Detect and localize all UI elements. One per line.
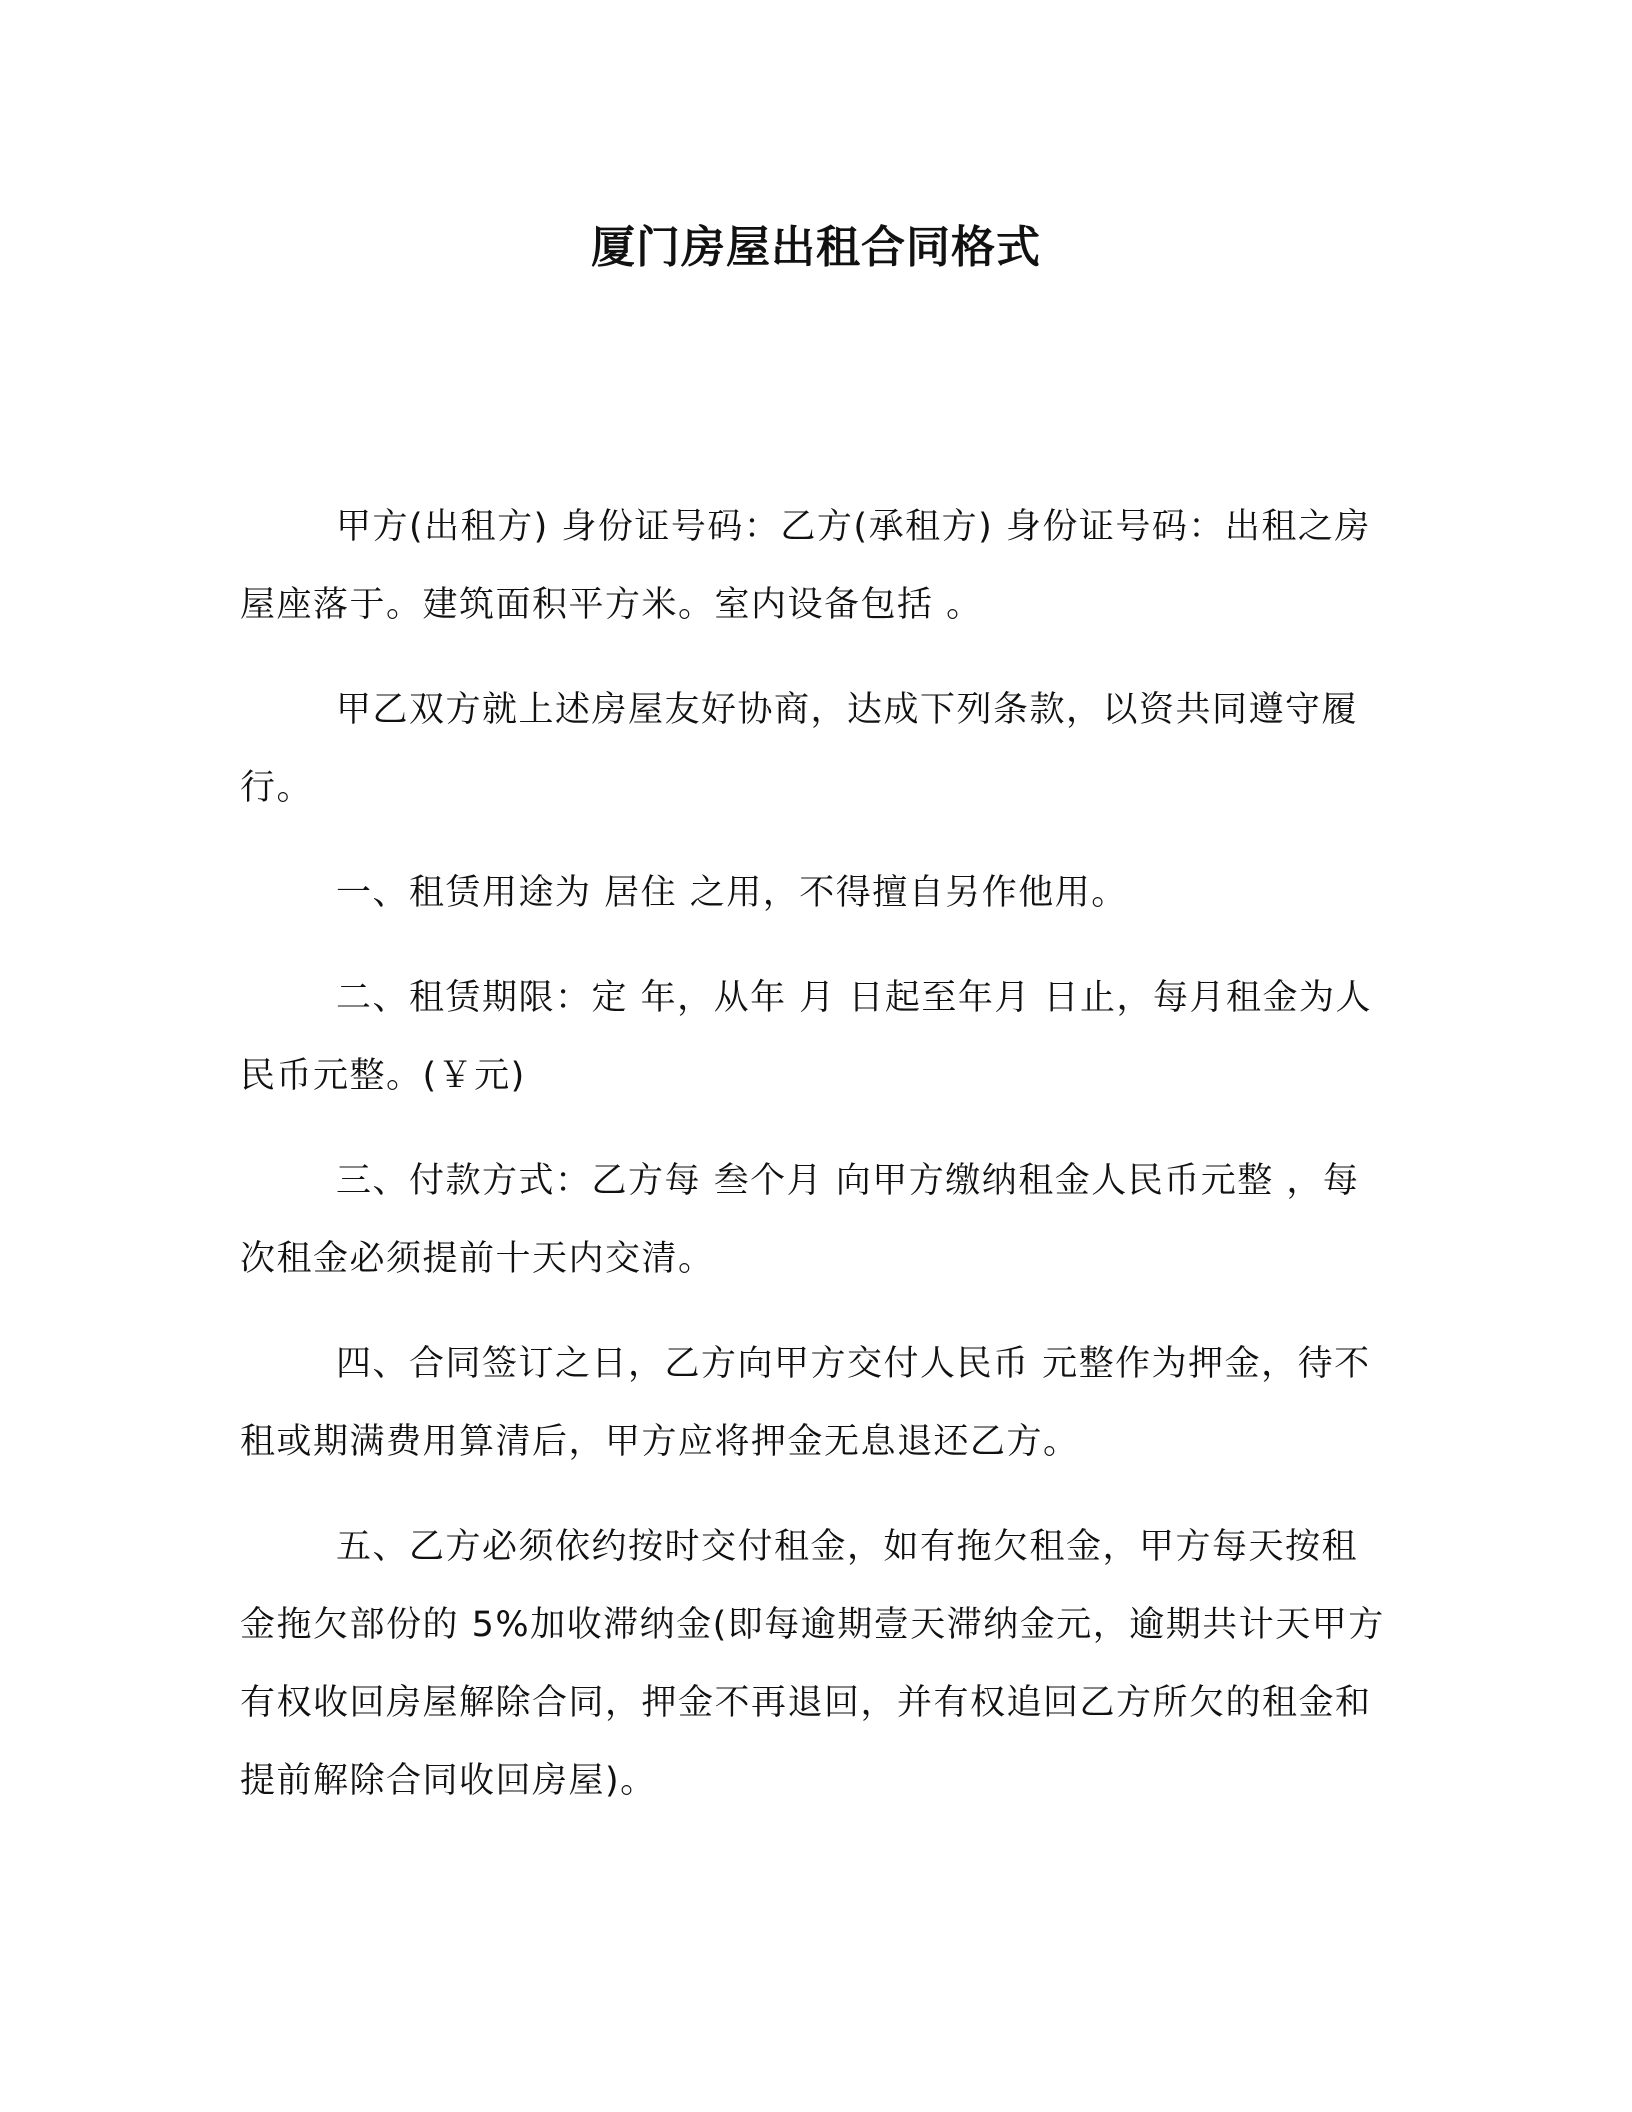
paragraph-agreement: 甲乙双方就上述房屋友好协商，达成下列条款，以资共同遵守履行。 (240, 690, 1359, 808)
clause-1-usage: 一、租赁用途为 居住 之用，不得擅自另作他用。 (336, 873, 1128, 913)
document-body (240, 488, 1385, 1847)
clause-2-term: 二、租赁期限：定 年，从年 月 日起至年月 日止，每月租金为人民币元整。(￥元) (240, 978, 1373, 1096)
paragraph-parties: 甲方(出租方) 身份证号码：乙方(承租方) 身份证号码：出租之房屋座落于。建筑面积平方米。室内设备包括 。 (240, 507, 1371, 625)
clause-4-deposit: 四、合同签订之日，乙方向甲方交付人民币 元整作为押金，待不租或期满费用算清后，甲方应将押金无息退还乙方。 (240, 1344, 1371, 1462)
document-title: 厦门房屋出租合同格式 (591, 222, 1041, 273)
clause-3-payment: 三、付款方式：乙方每 叁个月 向甲方缴纳租金人民币元整 ，每次租金必须提前十天内交清。 (240, 1161, 1360, 1279)
clause-5-late-fee: 五、乙方必须依约按时交付租金，如有拖欠租金，甲方每天按租金拖欠部份的 5%加收滞纳金(即每逾期壹天滞纳金元，逾期共计天甲方有权收回房屋解除合同，押金不再退回，并有权追回乙方所欠的租金和提前解除合同收回房屋)。 (240, 1527, 1385, 1801)
